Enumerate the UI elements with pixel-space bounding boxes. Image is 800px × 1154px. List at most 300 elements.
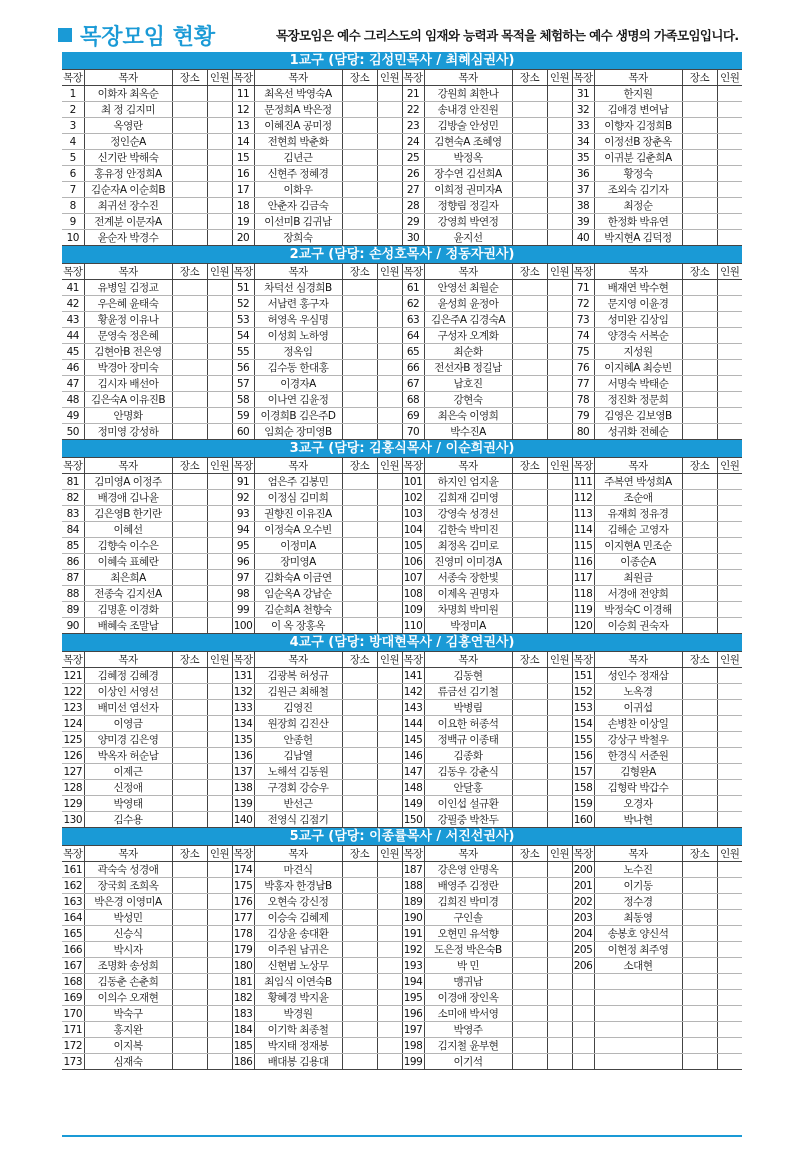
group-place [342,1038,377,1054]
table-row [62,926,742,942]
group-members [547,684,572,700]
group-number: 46 [62,360,84,376]
group-leader [594,1054,682,1070]
group-number: 48 [62,392,84,408]
district-header [62,634,742,652]
group-leader: 이기학 최종철 [254,1022,342,1038]
group-number: 69 [402,408,424,424]
column-header: 인원 [717,846,742,862]
group-number [572,990,594,1006]
group-place [512,668,547,684]
group-number: 17 [232,182,254,198]
group-members [377,732,402,748]
column-header: 장소 [512,458,547,474]
table-row [62,280,742,296]
group-place [342,230,377,246]
group-place [512,732,547,748]
group-number: 85 [62,538,84,554]
group-number: 43 [62,312,84,328]
group-leader [594,1038,682,1054]
district-title: 3교구 (담당: 김홍식목사 / 이순희권사) [62,440,742,458]
group-leader: 이영금 [84,716,172,732]
group-leader: 구성자 오계화 [424,328,512,344]
column-header: 목자 [84,652,172,668]
group-members [547,134,572,150]
group-members [547,344,572,360]
group-members [717,296,742,312]
group-leader: 한지원 [594,86,682,102]
column-header: 목장 [233,653,253,666]
group-number: 36 [572,166,594,182]
group-number: 108 [403,587,423,600]
group-members [547,700,572,716]
group-leader: 이정심 김미희 [254,490,342,506]
group-number: 186 [233,1055,253,1068]
group-members [717,990,742,1006]
group-number [572,1006,594,1022]
group-leader: 권향진 이유진A [254,506,342,522]
group-leader: 배영주 김정란 [424,878,512,894]
group-place [342,716,377,732]
group-members [717,748,742,764]
group-members [377,280,402,296]
group-number: 31 [572,86,594,102]
group-place [172,974,207,990]
group-number: 139 [233,797,253,810]
group-members [207,360,232,376]
group-leader: 김년근 [254,150,342,166]
group-place [172,312,207,328]
group-members [207,732,232,748]
group-members [547,878,572,894]
group-number: 67 [402,376,424,392]
column-header: 인원 [377,70,402,86]
group-place [342,586,377,602]
group-members [377,942,402,958]
group-leader: 구인솔 [424,910,512,926]
district-title: 2교구 (담당: 손성호목사 / 정동자권사) [62,246,742,264]
group-place [682,134,717,150]
group-place [342,1022,377,1038]
group-members [377,974,402,990]
district-title: 5교구 (담당: 이종률목사 / 서진선권사) [62,828,742,846]
table-row [62,716,742,732]
group-number: 167 [63,959,83,972]
group-members [717,408,742,424]
group-leader: 이정미A [254,538,342,554]
group-members [547,312,572,328]
group-members [207,862,232,878]
group-members [377,296,402,312]
group-leader: 송내경 안진원 [424,102,512,118]
group-number: 126 [63,749,83,762]
group-place [512,392,547,408]
group-members [717,878,742,894]
group-place [682,166,717,182]
group-leader: 정옥임 [254,344,342,360]
group-place [512,424,547,440]
group-members [207,684,232,700]
column-header: 장소 [172,70,207,86]
group-number: 63 [402,312,424,328]
group-leader: 이지복 [84,1038,172,1054]
group-leader: 이의수 오재현 [84,990,172,1006]
group-members [207,150,232,166]
group-leader: 주복연 박성희A [594,474,682,490]
group-place [512,408,547,424]
group-number: 181 [233,975,253,988]
group-members [547,812,572,828]
group-leader: 최은희A [84,570,172,586]
group-members [207,118,232,134]
group-number: 76 [572,360,594,376]
group-members [717,280,742,296]
group-number: 180 [233,959,253,972]
group-place [342,296,377,312]
group-members [547,150,572,166]
group-number [572,1022,594,1038]
group-place [172,796,207,812]
column-header: 인원 [547,264,572,280]
table-row [62,376,742,392]
page-title-text: 목장모임 현황 [80,25,216,50]
group-leader: 유재희 정유경 [594,506,682,522]
group-leader: 한정화 박유연 [594,214,682,230]
group-members [377,522,402,538]
group-number: 61 [402,280,424,296]
group-place [172,134,207,150]
group-leader: 안춘자 김금숙 [254,198,342,214]
group-leader: 강원희 최한나 [424,86,512,102]
group-leader: 황윤정 이유나 [84,312,172,328]
table-row [62,586,742,602]
group-number: 13 [232,118,254,134]
group-leader: 황정숙 [594,166,682,182]
group-number: 188 [403,879,423,892]
group-leader: 박 민 [424,958,512,974]
group-leader: 구경회 강승우 [254,780,342,796]
group-place [172,1006,207,1022]
group-members [377,910,402,926]
group-place [342,748,377,764]
group-members [717,780,742,796]
column-header: 목장 [573,265,593,278]
group-leader: 박나현 [594,812,682,828]
group-number: 6 [62,166,84,182]
group-leader: 김애경 변여남 [594,102,682,118]
column-header: 목장 [63,265,83,278]
group-place [342,764,377,780]
group-number: 58 [232,392,254,408]
group-members [207,1006,232,1022]
column-header: 목자 [424,70,512,86]
group-number: 56 [232,360,254,376]
group-members [547,764,572,780]
group-number: 44 [62,328,84,344]
group-leader: 김순희A 천향숙 [254,602,342,618]
group-leader: 손병찬 이상일 [594,716,682,732]
group-members [207,392,232,408]
group-leader: 이제근 [84,764,172,780]
group-place [512,230,547,246]
table-row [62,862,742,878]
group-place [512,926,547,942]
group-members [207,796,232,812]
group-members [377,134,402,150]
table-row [62,344,742,360]
table-row [62,424,742,440]
group-members [207,86,232,102]
group-number: 121 [63,669,83,682]
group-place [172,602,207,618]
group-number: 189 [403,895,423,908]
column-header: 인원 [207,264,232,280]
group-number: 103 [403,507,423,520]
group-number: 142 [403,685,423,698]
group-members [547,328,572,344]
group-members [717,522,742,538]
group-members [717,312,742,328]
table-row [62,214,742,230]
column-header: 인원 [207,846,232,862]
column-header: 장소 [172,264,207,280]
group-members [547,862,572,878]
group-number: 5 [62,150,84,166]
group-place [682,1022,717,1038]
group-leader: 김현숙A 조혜영 [424,134,512,150]
group-number: 151 [573,669,593,682]
column-header: 목자 [254,70,342,86]
group-members [207,1054,232,1070]
column-header: 인원 [377,264,402,280]
group-leader: 신승식 [84,926,172,942]
group-leader: 황혜경 박지윤 [254,990,342,1006]
column-header: 장소 [512,652,547,668]
group-number: 163 [63,895,83,908]
table-row [62,328,742,344]
column-header: 목장 [63,847,83,860]
group-members [377,102,402,118]
group-leader: 이제옥 권명자 [424,586,512,602]
table-row [62,150,742,166]
group-members [377,716,402,732]
group-leader: 소미애 박서영 [424,1006,512,1022]
group-place [342,312,377,328]
group-number: 26 [402,166,424,182]
group-leader: 오경자 [594,796,682,812]
group-members [377,700,402,716]
group-place [682,198,717,214]
group-members [547,214,572,230]
group-members [717,926,742,942]
group-members [207,618,232,634]
column-header: 목자 [84,846,172,862]
group-place [172,1022,207,1038]
group-place [342,780,377,796]
group-place [512,506,547,522]
column-header: 목장 [63,71,83,84]
group-number: 16 [232,166,254,182]
group-leader: 김종화 [424,748,512,764]
group-place [172,570,207,586]
group-number: 65 [402,344,424,360]
district-table [62,52,742,246]
group-leader: 한경식 서준원 [594,748,682,764]
group-members [717,424,742,440]
group-members [207,878,232,894]
group-place [682,86,717,102]
group-members [377,118,402,134]
group-members [717,716,742,732]
group-place [172,926,207,942]
group-leader: 김은영B 한기란 [84,506,172,522]
group-place [512,700,547,716]
group-number: 22 [402,102,424,118]
group-number: 130 [63,813,83,826]
group-members [717,684,742,700]
group-leader: 김방술 안성민 [424,118,512,134]
group-leader: 김희진 박미경 [424,894,512,910]
group-leader: 서경애 전양희 [594,586,682,602]
group-place [172,118,207,134]
column-header: 인원 [717,70,742,86]
group-members [717,602,742,618]
group-members [547,102,572,118]
group-number: 149 [403,797,423,810]
group-members [207,700,232,716]
group-place [342,424,377,440]
group-place [682,700,717,716]
group-number: 1 [62,86,84,102]
group-leader: 김향숙 이수은 [84,538,172,554]
group-place [342,974,377,990]
column-header: 목자 [254,846,342,862]
group-place [512,1054,547,1070]
group-number: 50 [62,424,84,440]
group-members [547,618,572,634]
group-members [547,506,572,522]
group-members [717,1022,742,1038]
group-number: 11 [232,86,254,102]
group-number: 116 [573,555,593,568]
group-leader: 이 옥 장홍옥 [254,618,342,634]
group-members [207,748,232,764]
group-number: 182 [233,991,253,1004]
group-members [377,150,402,166]
table-row [62,602,742,618]
column-header-row [62,846,742,862]
group-place [342,522,377,538]
column-header: 목장 [403,265,423,278]
group-members [207,780,232,796]
group-members [207,942,232,958]
group-members [377,586,402,602]
group-members [547,942,572,958]
table-row [62,1022,742,1038]
group-number: 20 [232,230,254,246]
group-place [682,602,717,618]
group-leader: 박정숙C 이경해 [594,602,682,618]
group-number: 28 [402,198,424,214]
group-place [342,926,377,942]
group-leader: 김광복 허성규 [254,668,342,684]
group-members [377,554,402,570]
group-number: 135 [233,733,253,746]
group-place [342,554,377,570]
group-number: 33 [572,118,594,134]
group-number: 45 [62,344,84,360]
group-members [207,280,232,296]
group-leader: 옥영란 [84,118,172,134]
group-members [207,506,232,522]
group-number: 169 [63,991,83,1004]
group-place [682,748,717,764]
group-number: 19 [232,214,254,230]
group-number: 104 [403,523,423,536]
group-leader: 김시자 배선아 [84,376,172,392]
district-table [62,440,742,634]
column-header-row [62,264,742,280]
group-place [172,780,207,796]
group-place [342,280,377,296]
group-number [572,974,594,990]
group-place [682,894,717,910]
group-number: 187 [403,863,423,876]
group-members [207,1022,232,1038]
group-number: 73 [572,312,594,328]
column-header: 목장 [573,459,593,472]
group-members [377,312,402,328]
column-header: 장소 [342,70,377,86]
column-header: 인원 [547,70,572,86]
group-leader: 이나연 김윤정 [254,392,342,408]
group-leader: 신현주 정혜경 [254,166,342,182]
group-place [512,958,547,974]
group-place [682,408,717,424]
group-members [207,230,232,246]
column-header: 목자 [84,264,172,280]
group-number: 147 [403,765,423,778]
column-header: 장소 [682,652,717,668]
group-number: 179 [233,943,253,956]
table-row [62,1038,742,1054]
group-place [342,150,377,166]
group-leader: 전종숙 김지선A [84,586,172,602]
group-leader: 신현범 노상무 [254,958,342,974]
group-number: 146 [403,749,423,762]
group-members [207,764,232,780]
group-members [207,910,232,926]
group-leader: 안달홍 [424,780,512,796]
group-number: 161 [63,863,83,876]
group-members [717,894,742,910]
group-leader: 최은숙 이영희 [424,408,512,424]
group-number: 70 [402,424,424,440]
group-leader: 이귀분 김춘희A [594,150,682,166]
group-leader: 최정옥 김미로 [424,538,512,554]
group-leader: 박정옥 [424,150,512,166]
group-number: 141 [403,669,423,682]
group-place [512,150,547,166]
group-members [547,198,572,214]
group-place [342,392,377,408]
group-leader: 박시자 [84,942,172,958]
group-place [342,990,377,1006]
group-place [512,538,547,554]
group-leader: 장희숙 [254,230,342,246]
group-leader: 류금선 김기철 [424,684,512,700]
group-members [547,796,572,812]
